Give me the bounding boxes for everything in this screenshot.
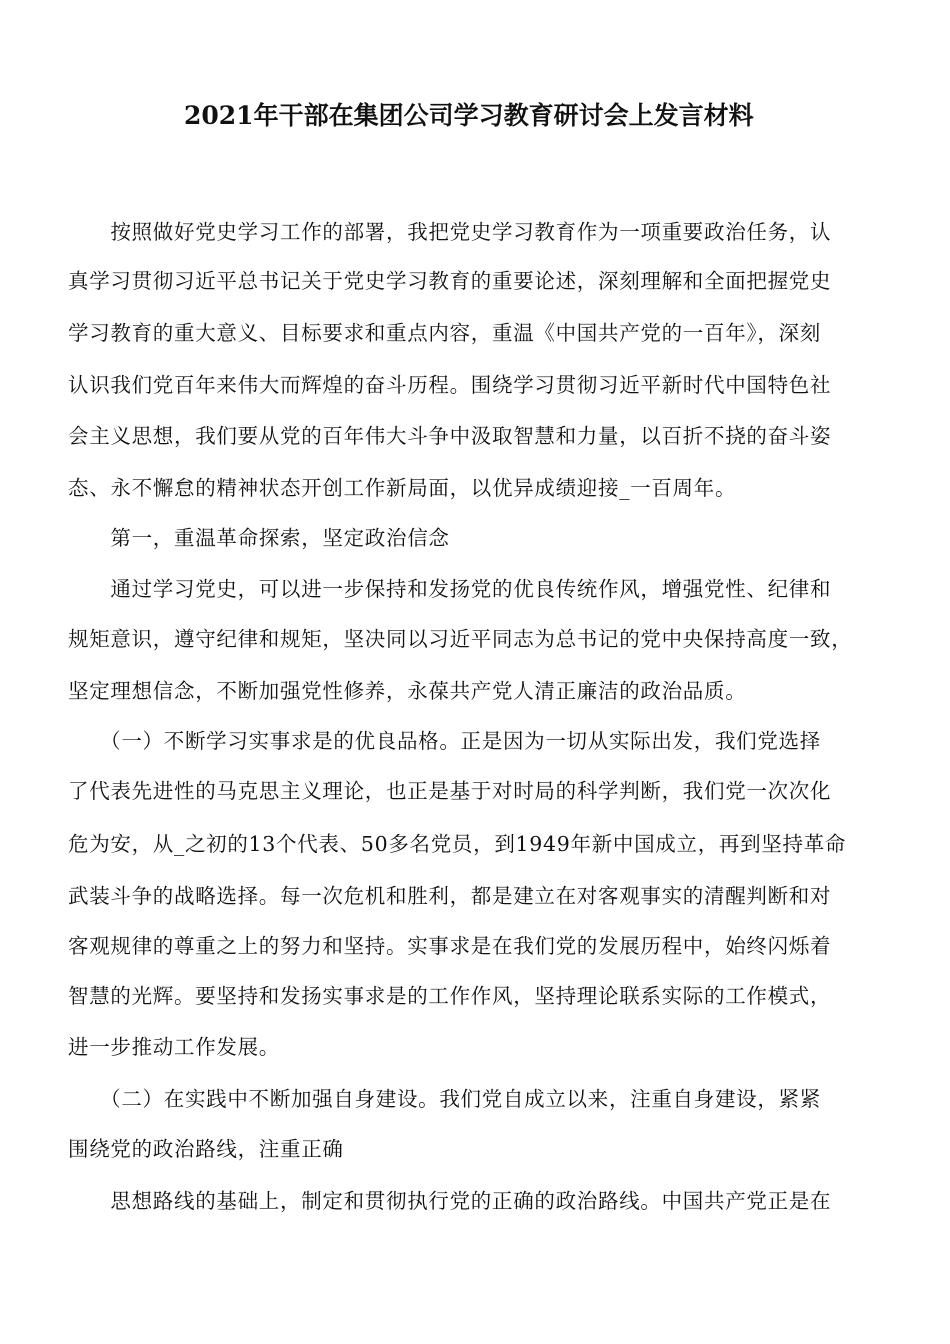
paragraph-line: 按照做好党史学习工作的部署，我把党史学习教育作为一项重要政治任务，认 bbox=[68, 220, 832, 244]
paragraph-line: 进一步推动工作发展。 bbox=[68, 1035, 280, 1059]
paragraph-line: 智慧的光辉。要坚持和发扬实事求是的工作作风，坚持理论联系实际的工作模式， bbox=[68, 984, 832, 1008]
paragraph-line: （一）不断学习实事求是的优良品格。正是因为一切从实际出发，我们党选择 bbox=[68, 729, 821, 753]
paragraph-line: 规矩意识，遵守纪律和规矩，坚决同以习近平同志为总书记的党中央保持高度一致， bbox=[68, 627, 853, 651]
paragraph-line: 坚定理想信念，不断加强党性修养，永葆共产党人清正廉洁的政治品质。 bbox=[68, 679, 747, 703]
paragraph-line: 学习教育的重大意义、目标要求和重点内容，重温《中国共产党的一百年》，深刻 bbox=[68, 321, 821, 345]
paragraph-line: 态、永不懈怠的精神状态开创工作新局面，以优异成绩迎接_一百周年。 bbox=[68, 476, 737, 500]
paragraph-line: 武装斗争的战略选择。每一次危机和胜利，都是建立在对客观事实的清醒判断和对 bbox=[68, 884, 832, 908]
paragraph-line: 真学习贯彻习近平总书记关于党史学习教育的重要论述，深刻理解和全面把握党史 bbox=[68, 269, 832, 293]
paragraph-line: 围绕党的政治路线，注重正确 bbox=[68, 1137, 344, 1161]
paragraph-line: 客观规律的尊重之上的努力和坚持。实事求是在我们党的发展历程中，始终闪烁着 bbox=[68, 934, 832, 958]
section-heading: 第一，重温革命探索，坚定政治信念 bbox=[68, 526, 450, 550]
paragraph-line: （二）在实践中不断加强自身建设。我们党自成立以来，注重自身建设，紧紧 bbox=[68, 1087, 821, 1111]
paragraph-line: 危为安，从_之初的13个代表、50多名党员，到1949年新中国成立，再到坚持革命 bbox=[68, 832, 847, 856]
paragraph-line: 会主义思想，我们要从党的百年伟大斗争中汲取智慧和力量，以百折不挠的奋斗姿 bbox=[68, 424, 832, 448]
paragraph-line: 了代表先进性的马克思主义理论，也正是基于对时局的科学判断，我们党一次次化 bbox=[68, 779, 832, 803]
paragraph-line: 认识我们党百年来伟大而辉煌的奋斗历程。围绕学习贯彻习近平新时代中国特色社 bbox=[68, 373, 832, 397]
paragraph-line: 思想路线的基础上，制定和贯彻执行党的正确的政治路线。中国共产党正是在 bbox=[68, 1189, 832, 1213]
document-title: 2021年干部在集团公司学习教育研讨会上发言材料 bbox=[184, 101, 754, 130]
paragraph-line: 通过学习党史，可以进一步保持和发扬党的优良传统作风，增强党性、纪律和 bbox=[68, 577, 832, 601]
